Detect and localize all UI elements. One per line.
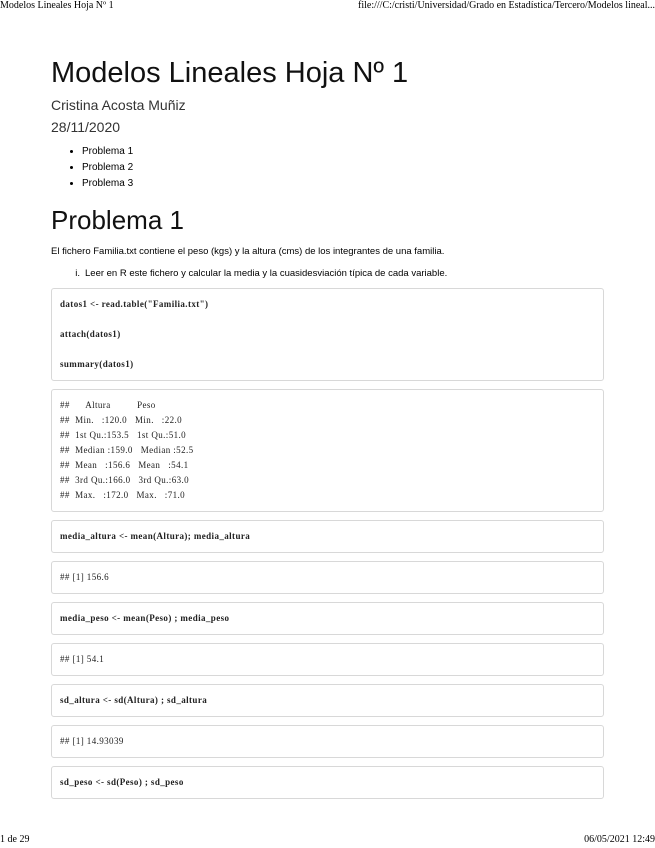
- output-chunk: [51, 389, 604, 512]
- output-line: ## [1] 156.6: [60, 572, 110, 582]
- code-chunk: [51, 288, 604, 381]
- code-chunk: [51, 766, 604, 799]
- code-chunk: [51, 602, 604, 635]
- output-chunk: [51, 561, 604, 594]
- section-intro: El fichero Familia.txt contiene el peso (kgs) y la altura (cms) de los integrantes de una familia.: [51, 246, 445, 257]
- output-line: ## [1] 14.93039: [60, 736, 124, 746]
- code-line: datos1 <- read.table("Familia.txt"): [60, 299, 209, 309]
- toc-item-problema-3[interactable]: • Problema 3: [82, 176, 604, 192]
- list-item-text: Leer en R este fichero y calcular la media y la cuasidesviación típica de cada variable.: [85, 268, 448, 279]
- date: 28/11/2020: [51, 119, 121, 135]
- header-file-path: file:///C:/cristi/Universidad/Grado en Estadística/Tercero/Modelos lineal...: [358, 0, 655, 11]
- table-of-contents: [51, 144, 604, 192]
- header-doc-name: Modelos Lineales Hoja Nº 1: [0, 0, 114, 11]
- output-line: ## Mean :156.6 Mean :54.1: [60, 460, 194, 470]
- section-title: Problema 1: [51, 205, 184, 235]
- code-chunk: [51, 520, 604, 553]
- toc-item-problema-1[interactable]: • Problema 1: [82, 144, 604, 160]
- code-line: sd_peso <- sd(Peso) ; sd_peso: [60, 777, 184, 787]
- code-line: attach(datos1): [60, 329, 121, 339]
- code-line: [60, 342, 595, 357]
- output-chunk: [51, 643, 604, 676]
- footer-datetime: 06/05/2021 12:49: [584, 834, 655, 845]
- code-area: [51, 288, 604, 799]
- output-chunk: [51, 725, 604, 758]
- document-body: [51, 55, 604, 799]
- code-line: sd_altura <- sd(Altura) ; sd_altura: [60, 695, 208, 705]
- code-line: media_altura <- mean(Altura); media_altura: [60, 531, 251, 541]
- author: Cristina Acosta Muñiz: [51, 97, 186, 113]
- code-line: media_peso <- mean(Peso) ; media_peso: [60, 613, 230, 623]
- list-item-number: i.: [75, 268, 80, 279]
- output-line: ## 1st Qu.:153.5 1st Qu.:51.0: [60, 430, 192, 440]
- output-line: ## [1] 54.1: [60, 654, 105, 664]
- code-line: summary(datos1): [60, 359, 134, 369]
- print-footer: [0, 834, 655, 848]
- output-line: ## Median :159.0 Median :52.5: [60, 445, 199, 455]
- footer-page-number: 1 de 29: [0, 834, 30, 845]
- output-line: ## Max. :172.0 Max. :71.0: [60, 490, 191, 500]
- output-line: ## Altura Peso: [60, 400, 169, 410]
- output-line: ## Min. :120.0 Min. :22.0: [60, 415, 188, 425]
- code-line: [60, 312, 595, 327]
- toc-item-problema-2[interactable]: • Problema 2: [82, 160, 604, 176]
- list-item: [51, 267, 604, 280]
- code-chunk: [51, 684, 604, 717]
- output-line: ## 3rd Qu.:166.0 3rd Qu.:63.0: [60, 475, 195, 485]
- page-title: Modelos Lineales Hoja Nº 1: [51, 57, 409, 89]
- print-header: [0, 0, 655, 14]
